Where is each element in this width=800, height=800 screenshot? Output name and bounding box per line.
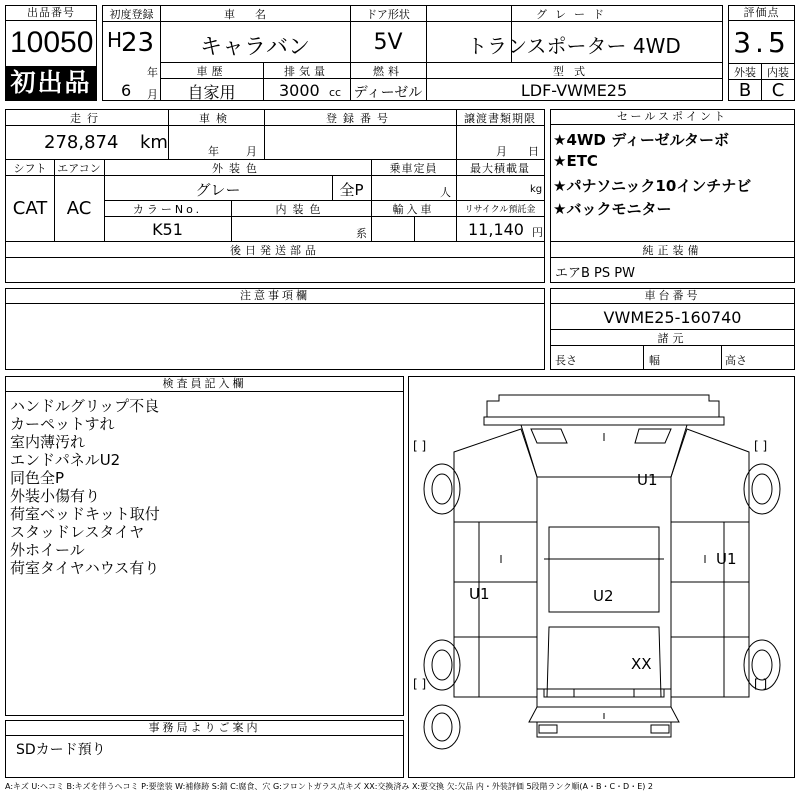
- load-unit: kg: [530, 184, 543, 195]
- bracket-left-bottom: [ ]: [413, 677, 427, 691]
- mark-u1-top: U1: [637, 471, 658, 489]
- inspector-line-2: カーペットすれ: [10, 415, 115, 433]
- model-value: LDF-VWME25: [520, 81, 628, 100]
- shift-value: CAT: [12, 198, 48, 219]
- mark-u2: U2: [593, 587, 614, 605]
- fuel-label: 燃料: [373, 65, 403, 78]
- reg-no-label: 登録番号: [326, 112, 394, 125]
- first-reg-label: 初度登録: [109, 8, 154, 21]
- selling-point-1: ★4WD ディーゼルターボ: [553, 131, 730, 149]
- lot-label: 出品番号: [6, 6, 96, 21]
- grade-value: トランスポーター 4WD: [467, 34, 681, 58]
- load-label: 最大積載量: [470, 162, 530, 175]
- notes-label: 注意事項欄: [6, 289, 544, 304]
- mileage-label: 走行: [70, 112, 104, 125]
- capacity-unit: 人: [440, 186, 451, 199]
- color-no-value: K51: [152, 220, 183, 239]
- doors-value: 5V: [373, 30, 403, 55]
- recycle-value: 11,140: [468, 220, 524, 239]
- first-listing-badge: 初出品: [6, 66, 96, 100]
- inspection-year-unit: 年: [208, 145, 219, 158]
- color-no-label: カラーNo.: [132, 203, 203, 216]
- shift-label: シフト: [13, 162, 47, 175]
- ext-rating: B: [738, 80, 752, 101]
- office-box: [5, 720, 404, 778]
- bracket-right-top: [ ]: [754, 439, 768, 453]
- displacement-unit: cc: [329, 86, 342, 99]
- chassis-box: [550, 288, 795, 370]
- selling-point-3: ★パナソニック10インチナビ: [553, 177, 752, 195]
- int-color-unit: 系: [356, 227, 367, 240]
- recycle-label: リサイクル預託金: [464, 205, 536, 215]
- main-top-box: [102, 5, 723, 101]
- rating-value: 3.5: [733, 26, 790, 59]
- lot-box: [5, 5, 97, 101]
- aircon-value: AC: [66, 198, 92, 219]
- chassis-value: VWME25-160740: [603, 308, 742, 327]
- chassis-label: 車台番号: [551, 289, 794, 304]
- office-text: SDカード預り: [16, 742, 106, 758]
- selling-points-box: [550, 109, 795, 283]
- first-reg-year: 23: [121, 28, 155, 58]
- dims-width: 幅: [649, 354, 660, 367]
- inspection-month-unit: 月: [246, 145, 257, 158]
- inspector-line-5: 同色全P: [10, 469, 65, 487]
- selling-points-label: セールスポイント: [551, 110, 794, 125]
- aircon-label: エアコン: [57, 162, 101, 175]
- mark-u1-right: U1: [716, 550, 737, 568]
- inspector-line-1: ハンドルグリップ不良: [10, 397, 160, 415]
- import-label: 輸入車: [392, 203, 435, 216]
- inspector-line-4: エンドパネルU2: [10, 451, 121, 469]
- int-rating-label: 内装: [767, 66, 789, 79]
- capacity-label: 乗車定員: [389, 162, 438, 175]
- fuel-value: ディーゼル: [353, 85, 423, 101]
- selling-point-2: ★ETC: [553, 152, 598, 170]
- history-label: 車歴: [196, 65, 227, 78]
- car-name-value: キャラバン: [199, 35, 310, 60]
- inspector-line-9: 外ホイール: [10, 541, 85, 559]
- ext-color-label: 外装色: [212, 162, 263, 175]
- rating-box: [728, 5, 795, 101]
- car-name-label: 車名: [224, 8, 286, 21]
- dims-height: 高さ: [725, 354, 747, 367]
- inspector-box: [5, 376, 404, 716]
- transfer-month-unit: 月: [496, 145, 507, 158]
- first-reg-era: H: [107, 28, 123, 52]
- ext-color-value: グレー: [195, 181, 241, 199]
- inspector-line-8: スタッドレスタイヤ: [10, 523, 145, 541]
- lot-number: 10050: [10, 26, 94, 59]
- first-reg-year-unit: 年: [147, 66, 158, 79]
- genuine-value: エアB PS PW: [555, 266, 635, 281]
- inspection-label: 車検: [199, 112, 233, 125]
- bracket-left-top: [ ]: [413, 439, 427, 453]
- car-diagram: [409, 377, 794, 777]
- later-parts-label: 後日発送部品: [230, 244, 320, 257]
- inspector-line-10: 荷室タイヤハウス有り: [10, 559, 160, 577]
- first-reg-month: 6: [121, 81, 132, 100]
- displacement-value: 3000: [279, 81, 320, 100]
- ext-color-extra: 全P: [339, 181, 364, 199]
- int-rating: C: [771, 80, 785, 101]
- bracket-right-bottom: [ ]: [754, 677, 768, 691]
- legend-text: A:キズ U:ヘコミ B:キズを伴うヘコミ P:要塗装 W:補修跡 S:錆 C:腐食、穴 G:フロントガラス点キズ XX:交換済み X:要交換 欠:欠品 内・外装評価 5段階ランク順(A・B・C・D・E) 2: [5, 782, 654, 791]
- int-color-label: 内装色: [275, 203, 327, 216]
- model-label: 型式: [553, 65, 595, 78]
- ext-rating-label: 外装: [734, 66, 756, 79]
- inspector-line-3: 室内薄汚れ: [10, 433, 86, 451]
- genuine-label: 純正装備: [642, 244, 703, 257]
- grade-label: グレード: [536, 8, 612, 21]
- dims-label: 諸元: [657, 332, 688, 345]
- doors-label: ドア形状: [366, 8, 410, 21]
- notes-box: [5, 288, 545, 370]
- selling-point-4: ★バックモニター: [553, 200, 672, 218]
- displacement-label: 排気量: [284, 65, 329, 78]
- rating-label: 評価点: [729, 6, 794, 21]
- history-value: 自家用: [187, 83, 236, 102]
- car-diagram-box: [408, 376, 795, 778]
- inspector-line-6: 外装小傷有り: [10, 487, 101, 505]
- dims-length: 長さ: [555, 354, 577, 367]
- inspector-line-7: 荷室ベッドキット取付: [10, 505, 160, 523]
- first-reg-month-unit: 月: [147, 88, 158, 101]
- detail-box: [5, 109, 545, 283]
- recycle-unit: 円: [532, 226, 543, 239]
- transfer-day-unit: 日: [528, 145, 539, 158]
- mark-u1-left: U1: [469, 585, 490, 603]
- mileage-value: 278,874: [44, 132, 119, 153]
- transfer-label: 譲渡書類期限: [464, 112, 536, 125]
- mark-xx: XX: [631, 655, 652, 673]
- office-label: 事務局よりご案内: [6, 721, 403, 736]
- mileage-unit: km: [140, 132, 168, 153]
- inspector-label: 検査員記入欄: [6, 377, 403, 392]
